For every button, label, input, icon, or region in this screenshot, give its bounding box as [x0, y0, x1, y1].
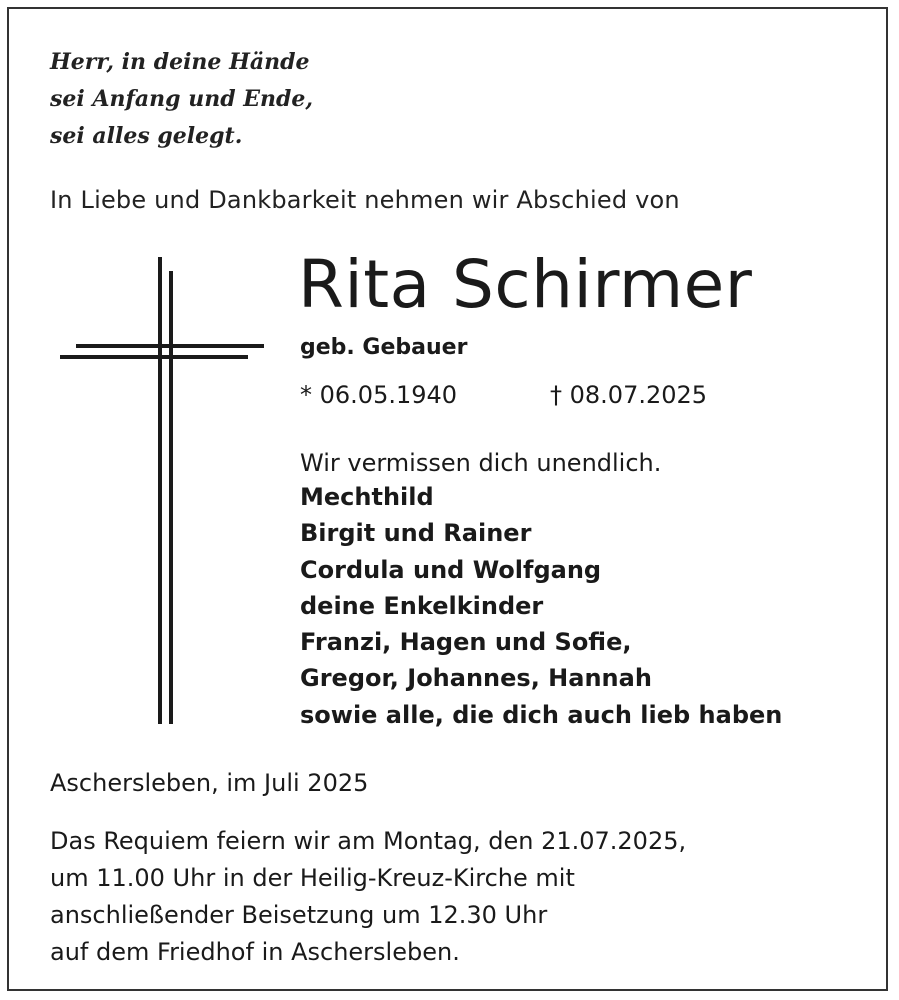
- cross-icon: [58, 257, 268, 727]
- mourner-entry: Birgit und Rainer: [300, 519, 532, 548]
- intro-text: In Liebe und Dankbarkeit nehmen wir Abschied von: [50, 186, 680, 214]
- mourner-entry: Mechthild: [300, 483, 434, 511]
- funeral-line: auf dem Friedhof in Aschersleben.: [50, 938, 460, 966]
- funeral-line: um 11.00 Uhr in der Heilig-Kreuz-Kirche mit: [50, 864, 575, 892]
- mourner-entry: Gregor, Johannes, Hannah: [300, 664, 652, 693]
- funeral-line: anschließender Beisetzung um 12.30 Uhr: [50, 901, 548, 929]
- birth-date: * 06.05.1940: [300, 381, 458, 409]
- verse-line: sei alles gelegt.: [50, 123, 243, 149]
- mourner-entry: sowie alle, die dich auch lieb haben: [300, 700, 783, 729]
- mourners-list: [300, 479, 782, 733]
- bible-verse: [50, 44, 313, 155]
- place-date: Aschersleben, im Juli 2025: [50, 769, 369, 797]
- mourner-entry: Franzi, Hagen und Sofie,: [300, 628, 632, 657]
- verse-line: Herr, in deine Hände: [50, 49, 310, 75]
- verse-line: sei Anfang und Ende,: [50, 86, 314, 112]
- life-dates: [300, 378, 708, 412]
- mourner-entry: deine Enkelkinder: [300, 591, 544, 620]
- funeral-details: [50, 823, 686, 971]
- maiden-name: geb. Gebauer: [300, 335, 468, 360]
- deceased-name: Rita Schirmer: [298, 246, 753, 323]
- farewell-message: Wir vermissen dich unendlich.: [300, 449, 662, 477]
- funeral-line: Das Requiem feiern wir am Montag, den 21.07.2025,: [50, 827, 687, 855]
- death-date: † 08.07.2025: [550, 381, 708, 409]
- mourner-entry: Cordula und Wolfgang: [300, 555, 602, 584]
